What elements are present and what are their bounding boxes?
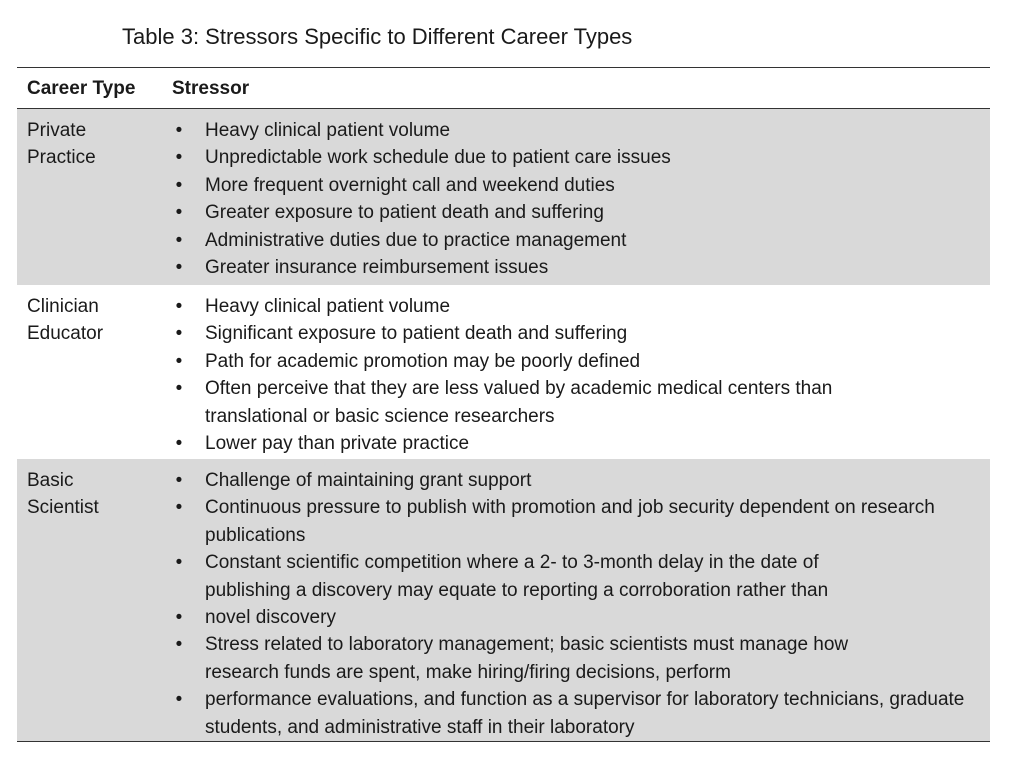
stressor-text: Administrative duties due to practice management <box>205 229 627 251</box>
stressor-item <box>172 430 972 457</box>
table-header-row <box>17 68 990 109</box>
stressor-list <box>172 467 972 741</box>
stressor-item <box>172 604 972 631</box>
bullet-icon: • <box>175 689 183 711</box>
bullet-icon: • <box>175 174 183 196</box>
stressor-text: More frequent overnight call and weekend duties <box>205 174 615 196</box>
stressor-item <box>172 293 972 320</box>
bullet-icon: • <box>175 378 183 400</box>
stressors-table <box>17 67 990 742</box>
stressor-text: Constant scientific competition where a 2- to 3-month delay in the date of publishing a discovery may equate to reporting a corroboration rather than <box>205 552 829 601</box>
bullet-icon: • <box>175 634 183 656</box>
table-row-basic-scientist <box>17 459 990 741</box>
bullet-icon: • <box>175 257 183 279</box>
career-type-line: Clinician <box>27 296 99 317</box>
stressor-text: Significant exposure to patient death and suffering <box>205 323 628 345</box>
stressor-item <box>172 254 972 281</box>
career-type-line: Educator <box>27 323 104 345</box>
stressor-item <box>172 375 972 430</box>
stressor-text: Path for academic promotion may be poorly defined <box>205 350 641 372</box>
stressor-text: Challenge of maintaining grant support <box>205 470 532 491</box>
stressor-item <box>172 320 972 347</box>
stressor-text: Often perceive that they are less valued by academic medical centers than translational or basic science researchers <box>205 378 833 427</box>
bullet-icon: • <box>175 229 183 251</box>
stressor-text: Greater exposure to patient death and suffering <box>205 202 604 224</box>
stressor-item <box>172 117 972 144</box>
stressor-item <box>172 199 972 226</box>
bullet-icon: • <box>175 120 183 141</box>
bullet-icon: • <box>175 552 183 574</box>
stressor-item <box>172 494 972 549</box>
header-career-type: Career Type <box>27 78 136 99</box>
bullet-icon: • <box>175 350 183 372</box>
bullet-icon: • <box>175 433 183 455</box>
stressor-item <box>172 549 972 604</box>
stressor-item <box>172 348 972 375</box>
stressor-item <box>172 631 972 686</box>
bullet-icon: • <box>175 296 183 317</box>
stressor-item <box>172 172 972 199</box>
career-type-cell <box>27 117 157 172</box>
career-type-line: Private <box>27 120 87 141</box>
stressor-item <box>172 467 972 494</box>
stressor-text: Stress related to laboratory management; basic scientists must manage how research funds are spent, make hiring/firing decisions, perform <box>205 634 849 683</box>
stressor-text: Greater insurance reimbursement issues <box>205 257 549 279</box>
table-row-private-practice <box>17 109 990 285</box>
stressor-text: Unpredictable work schedule due to patient care issues <box>205 147 671 169</box>
bullet-icon: • <box>175 607 183 629</box>
stressor-text: Heavy clinical patient volume <box>205 120 451 141</box>
bullet-icon: • <box>175 323 183 345</box>
stressor-item <box>172 144 972 171</box>
bullet-icon: • <box>175 202 183 224</box>
stressor-text: novel discovery <box>205 607 336 629</box>
stressor-text: performance evaluations, and function as a supervisor for laboratory technicians, graduate students, and administrative staff in their laboratory <box>205 689 965 738</box>
career-type-line: Practice <box>27 147 96 169</box>
stressor-text: Continuous pressure to publish with promotion and job security dependent on research publications <box>205 497 935 546</box>
stressor-list <box>172 117 972 281</box>
stressor-text: Lower pay than private practice <box>205 433 470 455</box>
stressor-list <box>172 293 972 457</box>
header-stressor: Stressor <box>172 78 250 99</box>
stressor-text: Heavy clinical patient volume <box>205 296 451 317</box>
career-type-cell <box>27 293 157 348</box>
bullet-icon: • <box>175 497 183 519</box>
career-type-line: Scientist <box>27 497 99 519</box>
bullet-icon: • <box>175 470 183 491</box>
career-type-cell <box>27 467 157 522</box>
stressor-item <box>172 227 972 254</box>
bullet-icon: • <box>175 147 183 169</box>
stressor-item <box>172 686 972 741</box>
table-row-clinician-educator <box>17 285 990 459</box>
table-title: Table 3: Stressors Specific to Different Career Types <box>122 24 633 49</box>
career-type-line: Basic <box>27 470 74 491</box>
